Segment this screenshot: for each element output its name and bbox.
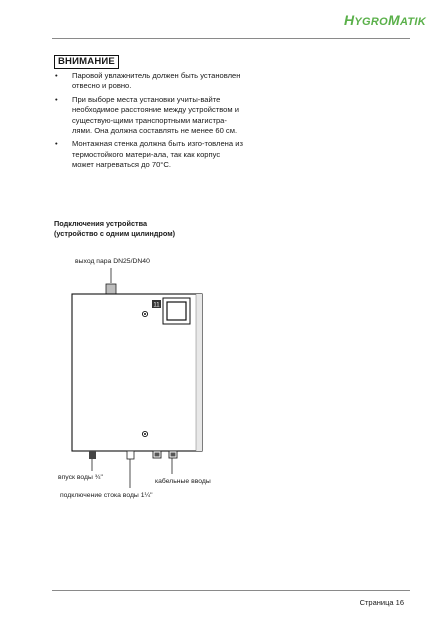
connections-title-line2: (устройство с одним цилиндром): [54, 229, 176, 238]
label-water-inlet: впуск воды ¾": [58, 474, 103, 481]
display-screen: [167, 302, 186, 320]
warning-item-text: Паровой увлажнитель должен быть установлен отвесно и ровно.: [72, 71, 241, 91]
logo-letter-h: H: [343, 12, 355, 28]
badge-number: 11: [153, 302, 160, 309]
bottom-screw-center: [144, 433, 146, 435]
water-inlet-fitting: [89, 451, 96, 459]
footer-rule: [52, 590, 410, 591]
warning-item-text: Монтажная стенка должна быть изго-товлена из термостойкого матери-ала, так как корпус может нагреваться до 70°С.: [72, 139, 243, 170]
steam-outlet-pipe: [106, 284, 116, 295]
logo-part-atik: ATIK: [399, 16, 426, 28]
bullet-dot: •: [55, 94, 58, 104]
bullet-dot: •: [55, 71, 58, 80]
top-screw-center: [144, 313, 146, 315]
cabinet-side-strip: [196, 294, 202, 451]
logo-part-ygro: YGRO: [354, 16, 388, 28]
warning-item-text: При выборе места установки учиты-вайте необходимое расстояние между устройством и существую-щими транспортными магистра-лями. Она должна составлять не менее 60 см.: [72, 94, 239, 136]
cable-input-left-inner: [155, 453, 160, 457]
drain-fitting: [127, 451, 134, 459]
bullet-dot: •: [55, 139, 58, 149]
warning-title: ВНИМАНИЕ: [54, 55, 119, 69]
page-number: Страница 16: [359, 598, 404, 607]
connections-title-line1: Подключения устройства: [54, 219, 148, 228]
cable-input-right-inner: [171, 453, 176, 457]
label-cable-inputs: кабельные вводы: [155, 478, 211, 485]
logo-letter-m: M: [387, 12, 400, 28]
label-drain-connection: подключение стока воды 1¼": [60, 492, 153, 499]
label-steam-outlet: выход пара DN25/DN40: [75, 258, 150, 265]
